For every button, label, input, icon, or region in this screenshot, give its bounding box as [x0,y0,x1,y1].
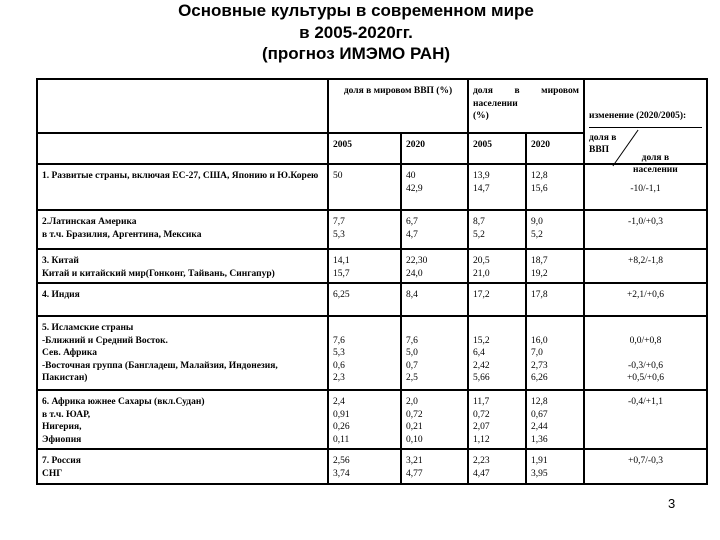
header-row-1 [37,79,707,133]
gdp-2020: 8,4 [401,283,468,316]
header-change-gdp: доля в ВВП [589,132,617,155]
pop-2005: 17,2 [468,283,526,316]
header-empty [37,79,328,133]
pop-2020: 12,8 0,67 2,44 1,36 [526,390,584,449]
header-change-pop: доля в населении [633,152,678,175]
change-value: -0,4/+1,1 [584,390,707,449]
gdp-2020: 7,6 5,0 0,7 2,5 [401,316,468,390]
pop-2005: 13,9 14,7 [468,164,526,210]
pop-2020: 16,0 7,0 2,73 6,26 [526,316,584,390]
gdp-2005: 7,7 5,3 [328,210,401,249]
change-value: 0,0/+0,8 -0,3/+0,6 +0,5/+0,6 [584,316,707,390]
header-pop-share: доля в мировом населении (%) [468,79,584,133]
region-name: 4. Индия [37,283,328,316]
year-pop-2005: 2005 [468,133,526,164]
region-name: 1. Развитые страны, включая ЕС-27, США, Японию и Ю.Корею [37,164,328,210]
year-gdp-2005: 2005 [328,133,401,164]
slide-title [0,0,712,65]
change-value: -10/-1,1 [584,164,707,210]
cultures-table [36,78,708,485]
region-name: 6. Африка южнее Сахары (вкл.Судан) в т.ч. ЮАР, Нигерия, Эфиопия [37,390,328,449]
header-change-title: изменение (2020/2005): [589,110,702,128]
pop-2020: 17,8 [526,283,584,316]
gdp-2020: 2,0 0,72 0,21 0,10 [401,390,468,449]
title-line-2: в 2005-2020гг. [299,22,413,42]
pop-2005: 2,23 4,47 [468,449,526,484]
table-row [37,210,707,249]
gdp-2005: 2,56 3,74 [328,449,401,484]
gdp-2005: 7,6 5,3 0,6 2,3 [328,316,401,390]
pop-2005: 15,2 6,4 2,42 5,66 [468,316,526,390]
table-row [37,283,707,316]
gdp-2005: 14,1 15,7 [328,249,401,283]
gdp-2005: 6,25 [328,283,401,316]
header-gdp-share: доля в мировом ВВП (%) [328,79,468,133]
pop-2020: 12,8 15,6 [526,164,584,210]
table-row [37,316,707,390]
region-name: 2.Латинская Америка в т.ч. Бразилия, Аргентина, Мексика [37,210,328,249]
pop-2005: 20,5 21,0 [468,249,526,283]
gdp-2020: 22,30 24,0 [401,249,468,283]
gdp-2005: 50 [328,164,401,210]
table-row [37,390,707,449]
header-change [584,79,707,175]
region-name: 5. Исламские страны -Ближний и Средний Восток. Сев. Африка -Восточная группа (Бангладеш, Малайзия, Индонезия, Пакистан) [37,316,328,390]
pop-2020: 1,91 3,95 [526,449,584,484]
title-line-3: (прогноз ИМЭМО РАН) [261,44,451,63]
change-value: +0,7/-0,3 [584,449,707,484]
year-gdp-2020: 2020 [401,133,468,164]
pop-2020: 18,7 19,2 [526,249,584,283]
change-value: -1,0/+0,3 [584,210,707,249]
pop-2020: 9,0 5,2 [526,210,584,249]
gdp-2005: 2,4 0,91 0,26 0,11 [328,390,401,449]
page-number: 3 [668,496,676,511]
table-row [37,449,707,484]
year-pop-2020: 2020 [526,133,584,164]
table-row [37,249,707,283]
title-line-1: Основные культуры в современном мире [178,1,534,20]
region-name: 7. Россия СНГ [37,449,328,484]
change-value: +2,1/+0,6 [584,283,707,316]
gdp-2020: 3,21 4,77 [401,449,468,484]
gdp-2020: 40 42,9 [401,164,468,210]
header-empty-2 [37,133,328,164]
gdp-2020: 6,7 4,7 [401,210,468,249]
change-value: +8,2/-1,8 [584,249,707,283]
pop-2005: 8,7 5,2 [468,210,526,249]
region-name: 3. Китай Китай и китайский мир(Гонконг, Тайвань, Сингапур) [37,249,328,283]
pop-2005: 11,7 0,72 2,07 1,12 [468,390,526,449]
